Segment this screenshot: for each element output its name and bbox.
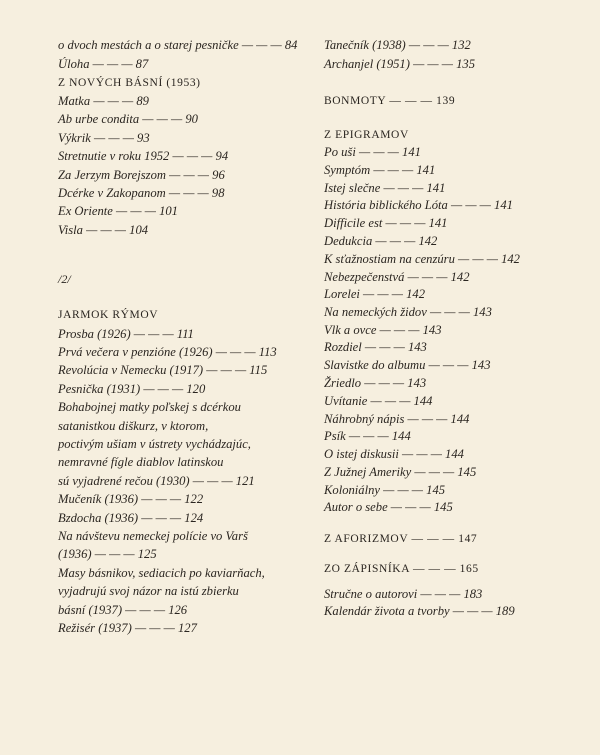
toc-entry: básní (1937) — — — 126 bbox=[58, 603, 188, 617]
toc-entry: Uvítanie — — — 144 bbox=[324, 394, 433, 408]
toc-entry: Stručne o autorovi — — — 183 bbox=[324, 587, 483, 601]
toc-entry: Bzdocha (1936) — — — 124 bbox=[58, 511, 204, 525]
toc-entry: Mučeník (1936) — — — 122 bbox=[58, 492, 204, 506]
toc-entry: o dvoch mestách a o starej pesničke — — — 84 bbox=[58, 38, 298, 52]
toc-entry: (1936) — — — 125 bbox=[58, 547, 157, 561]
part-marker: /2/ bbox=[58, 272, 71, 286]
toc-entry: Režisér (1937) — — — 127 bbox=[58, 621, 197, 635]
toc-entry: Prosba (1926) — — — 111 bbox=[58, 327, 194, 341]
toc-entry: K sťažnostiam na cenzúru — — — 142 bbox=[324, 252, 520, 266]
toc-entry: poctivým ušiam v ústrety vychádzajúc, bbox=[58, 437, 251, 451]
toc-entry: Na nemeckých židov — — — 143 bbox=[324, 305, 492, 319]
section-heading: BONMOTY — — — 139 bbox=[324, 95, 456, 107]
toc-entry: Archanjel (1951) — — — 135 bbox=[324, 57, 475, 71]
toc-entry: Istej slečne — — — 141 bbox=[324, 181, 446, 195]
toc-entry: História biblického Lóta — — — 141 bbox=[324, 198, 513, 212]
toc-entry: Po uši — — — 141 bbox=[324, 145, 421, 159]
toc-entry: Visla — — — 104 bbox=[58, 223, 149, 237]
toc-entry: Stretnutie v roku 1952 — — — 94 bbox=[58, 149, 229, 163]
toc-entry: sú vyjadrené rečou (1930) — — — 121 bbox=[58, 474, 255, 488]
toc-entry: Výkrik — — — 93 bbox=[58, 131, 150, 145]
toc-entry: Prvá večera v penzióne (1926) — — — 113 bbox=[58, 345, 277, 359]
toc-entry: Dcérke v Zakopanom — — — 98 bbox=[58, 186, 225, 200]
section-heading: Z EPIGRAMOV bbox=[324, 129, 409, 141]
section-heading: ZO ZÁPISNÍKA — — — 165 bbox=[324, 563, 479, 575]
toc-entry: Nebezpečenstvá — — — 142 bbox=[324, 270, 470, 284]
toc-entry: Kalendár života a tvorby — — — 189 bbox=[324, 604, 515, 618]
toc-entry: Slavistke do albumu — — — 143 bbox=[324, 358, 491, 372]
toc-entry: Náhrobný nápis — — — 144 bbox=[324, 412, 470, 426]
toc-entry: Koloniálny — — — 145 bbox=[324, 483, 446, 497]
toc-entry: Úloha — — — 87 bbox=[58, 57, 149, 71]
toc-entry: Na návštevu nemeckej polície vo Varš bbox=[58, 529, 248, 543]
toc-entry: Pesnička (1931) — — — 120 bbox=[58, 382, 206, 396]
toc-entry: Žriedlo — — — 143 bbox=[324, 376, 427, 390]
toc-entry: Ex Oriente — — — 101 bbox=[58, 204, 178, 218]
toc-entry: Tanečník (1938) — — — 132 bbox=[324, 38, 471, 52]
toc-entry: Z Južnej Ameriky — — — 145 bbox=[324, 465, 477, 479]
toc-entry: Ab urbe condita — — — 90 bbox=[58, 112, 198, 126]
toc-entry: Symptóm — — — 141 bbox=[324, 163, 436, 177]
section-heading: Z AFORIZMOV — — — 147 bbox=[324, 533, 478, 545]
toc-entry: Autor o sebe — — — 145 bbox=[324, 500, 453, 514]
section-heading: JARMOK RÝMOV bbox=[58, 309, 159, 321]
toc-entry: vyjadrujú svoj názor na istú zbierku bbox=[58, 584, 239, 598]
toc-entry: satanistkou diškurz, v ktorom, bbox=[58, 419, 209, 433]
toc-entry: Matka — — — 89 bbox=[58, 94, 149, 108]
toc-entry: Dedukcia — — — 142 bbox=[324, 234, 438, 248]
toc-entry: O istej diskusii — — — 144 bbox=[324, 447, 464, 461]
toc-entry: Bohabojnej matky poľskej s dcérkou bbox=[58, 400, 241, 414]
section-heading: Z NOVÝCH BÁSNÍ (1953) bbox=[58, 77, 201, 89]
toc-entry: Rozdiel — — — 143 bbox=[324, 340, 427, 354]
toc-entry: Za Jerzym Borejszom — — — 96 bbox=[58, 168, 225, 182]
toc-entry: Vlk a ovce — — — 143 bbox=[324, 323, 442, 337]
toc-entry: Revolúcia v Nemecku (1917) — — — 115 bbox=[58, 363, 268, 377]
toc-entry: Difficile est — — — 141 bbox=[324, 216, 448, 230]
toc-entry: nemravné fígle diablov latinskou bbox=[58, 455, 224, 469]
toc-entry: Psík — — — 144 bbox=[324, 429, 411, 443]
toc-entry: Lorelei — — — 142 bbox=[324, 287, 425, 301]
toc-entry: Masy básnikov, sediacich po kaviarňach, bbox=[58, 566, 265, 580]
